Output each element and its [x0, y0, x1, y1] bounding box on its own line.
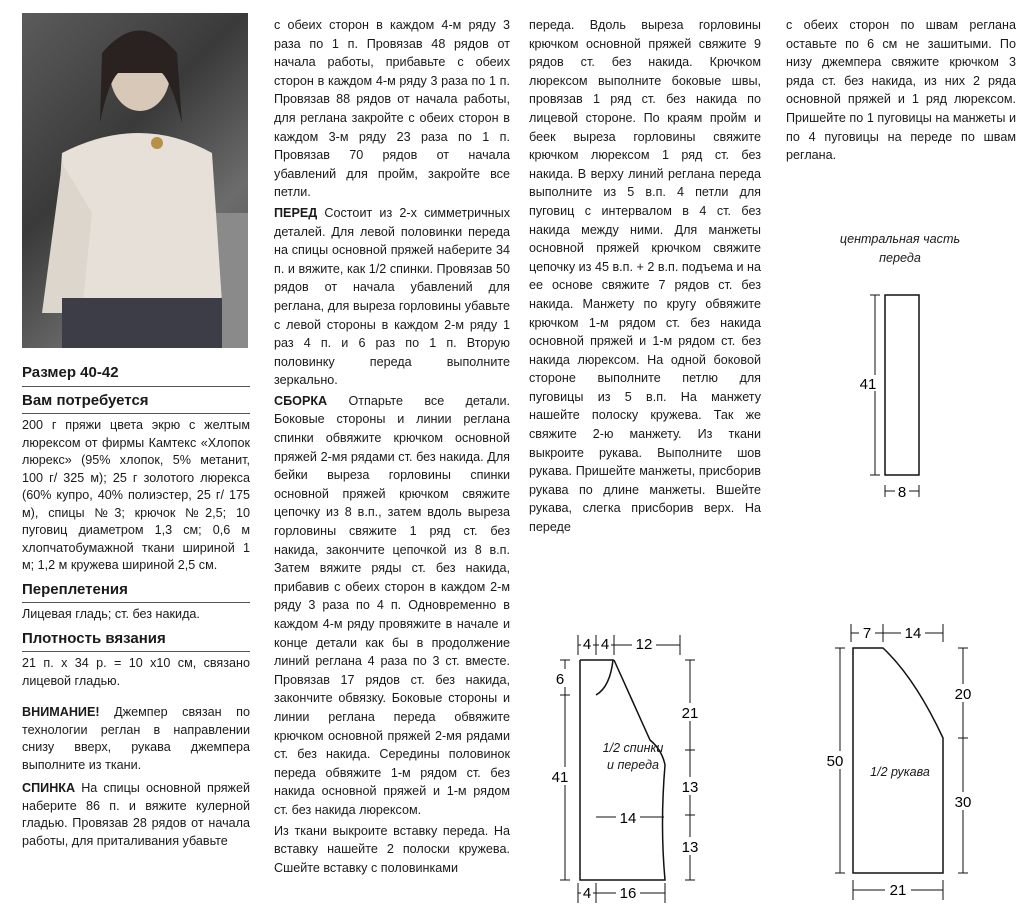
front-text: Состоит из 2-х симметричных деталей. Для левой половинки переда на спицы основной пряжей наберите 34 п. и вяжите, как 1/2 спинки. Провязав 50 рядов от начала убавлений для реглана, для выреза горловины убавьте с левой стороны в каждом 2-м ряду 1 раз 4 п. и 6 раз по 1 п. Вторую половинку переда выполните зеркально. — [274, 205, 510, 388]
size-heading: Размер 40-42 — [22, 364, 250, 387]
top-dim-b: 4 — [600, 636, 610, 653]
center-front-caption: центральная часть переда — [839, 232, 961, 265]
back-continued-text: с обеих сторон в каждом 4-м ряду 3 раза по 1 п. Провязав 48 рядов от начала работы, прибавьте с обеих сторон в каждом 4-м ряду 3 раза по 1 п. Провязав 88 рядов от начала работы, для реглана закройте с обеих сторон в каждом 3-м ряду 23 раза по 1 п. Провязав 70 рядов от начала убавлений для пройм, закройте все петли. — [274, 18, 510, 200]
assembly-label: СБОРКА — [274, 393, 328, 408]
sleeve-right-a: 20 — [954, 686, 972, 703]
top-dim-a: 4 — [582, 636, 592, 653]
sleeve-diagram — [815, 618, 995, 910]
assembly-continued-text: переда. Вдоль выреза горловины крючком основной пряжей свяжите 9 рядов ст. без накида. Крючком люрексом выполните боковые швы, провязав 1 ряд ст. без накида по лицевой стороне. По краям пройм и беек выреза горловины свяжите крючком люрексом 1 ряд ст. без накида. В верху линий реглана переда выполните из 5 в.п. 4 петли для пуговиц с интервалом в 4 ст. без накида между ними. Для манжеты основной пряжей крючком свяжите цепочку из 45 в.п. + 2 в.п. подъема и на ее основе свяжите 7 рядов ст. без накида. Манжету по кругу обвяжите крючком 1-м рядом ст. без накида основной пряжей и 1-м рядом ст. без накида люрексом. На одной боковой стороне выполните петлю для пуговицы из 5 в.п. На манжету нашейте полоску кружева. Так же свяжите 2-ю манжету. Из ткани выкроите рукава. Выполните шов рукава. Пришейте манжеты, присборив рукава по длине манжеты. Вшейте рукава, слегка присборив верх. На переде — [529, 18, 761, 535]
materials-text: 200 г пряжи цвета экрю с желтым люрексом от фирмы Камтекс «Хлопок люрекс» (95% хлопок, 5% метанит, 100 г/ 325 м); 25 г золотого люрекса (60% купро, 40% полиэстер, 25 г/ 175 м), спицы №3; крючок №2,5; 10 пуговиц диаметром 1,3 см; 0,6 м хлопчатобумажной ткани шириной 1 м; 1,2 м кружева шириной 2,5 см. — [22, 418, 250, 573]
mid-width-label: 14 — [619, 810, 637, 827]
left-dim-total: 41 — [551, 769, 569, 786]
attention-paragraph — [22, 704, 250, 774]
left-dim-top: 6 — [555, 671, 565, 688]
top-dim-c: 12 — [635, 636, 653, 653]
attention-text: Джемпер связан по технологии реглан в направлении снизу вверх, рукава джемпера выполните из ткани. — [22, 705, 250, 772]
column-3 — [529, 16, 761, 539]
front-label: ПЕРЕД — [274, 205, 318, 220]
column-2 — [274, 16, 510, 879]
sleeve-top-a: 7 — [862, 625, 872, 642]
back-label: СПИНКА — [22, 781, 76, 796]
right-dim-a: 21 — [681, 705, 699, 722]
neckline-curve — [580, 660, 613, 695]
insert-text: Из ткани выкроите вставку переда. На вставку нашейте 2 полоски кружева. Сшейте вставку с половинками — [274, 823, 510, 875]
center-front-diagram — [850, 285, 930, 515]
assembly-paragraph — [274, 392, 510, 820]
front-paragraph — [274, 204, 510, 390]
back-paragraph — [22, 780, 250, 850]
right-dim-c: 13 — [681, 839, 699, 856]
attention-label: ВНИМАНИЕ! — [22, 705, 100, 720]
sleeve-left-total: 50 — [826, 753, 844, 770]
sleeve-bottom: 21 — [889, 882, 907, 899]
center-width-label: 8 — [897, 484, 907, 501]
sleeve-label: 1/2 рукава — [870, 765, 930, 779]
weave-text: Лицевая гладь; ст. без накида. — [22, 607, 200, 622]
column-4 — [786, 16, 1016, 167]
gauge-text: 21 п. х 34 р. = 10 х10 см, связано лицевой гладью. — [22, 656, 250, 688]
center-front-piece — [885, 295, 919, 475]
right-dim-b: 13 — [681, 779, 699, 796]
assembly-final-text: с обеих сторон по швам реглана оставьте по 6 см не зашитыми. По низу джемпера свяжите крючком 3 ряда ст. без накида, из них 2 ряда основной пряжей и 1 ряд люрексом. Пришейте по 1 пуговицы на манжеты и по 4 пуговицы на переде по швам реглана. — [786, 18, 1016, 163]
bottom-dim-a: 4 — [582, 885, 592, 902]
photo-illustration — [22, 13, 248, 348]
bottom-dim-b: 16 — [619, 885, 637, 902]
body-half-label: 1/2 спинки и переда — [602, 741, 664, 772]
sleeve-outline — [853, 648, 943, 873]
center-height-label: 41 — [859, 376, 877, 393]
weave-heading: Переплетения — [22, 581, 250, 604]
model-photo — [22, 13, 248, 348]
body-half-diagram — [540, 625, 710, 910]
back-text: На спицы основной пряжей наберите 86 п. и вяжите кулерной гладью. Провязав 28 рядов от начала работы, для приталивания убавьте — [22, 781, 250, 848]
gauge-heading: Плотность вязания — [22, 630, 250, 653]
materials-heading: Вам потребуется — [22, 392, 250, 415]
sleeve-right-b: 30 — [954, 794, 972, 811]
sleeve-top-b: 14 — [904, 625, 922, 642]
column-1 — [22, 364, 250, 856]
assembly-text: Отпарьте все детали. Боковые стороны и линии реглана спинки обвяжите крючком основной пряжей 2-мя рядами ст. без накида. Для бейки выреза горловины спинки основной пряжей крючком свяжите цепочку из 8 в.п., затем вдоль выреза горловины свяжите 1 ряд ст. без накида, закончите цепочкой из 8 в.п. Затем вяжите ряды ст. без накида, прибавив с обеих сторон в каждом 2-м ряду 3 раза по 4 п. Одновременно в каждом 4-м ряду провяжите в начале и конце детали как бы в продолжение линий реглана 4 раза по 3 ст. вместе. Провязав 17 рядов ст. без накида, закончите обвязку. Боковые стороны и линии реглана переда обвяжите крючком основной пряжей 2-мя рядами ст. без накида. Середины половинок переда обвяжите 1-м рядом ст. без накида основной пряжей и 1-м рядом ст. без накида люрексом. — [274, 393, 510, 817]
